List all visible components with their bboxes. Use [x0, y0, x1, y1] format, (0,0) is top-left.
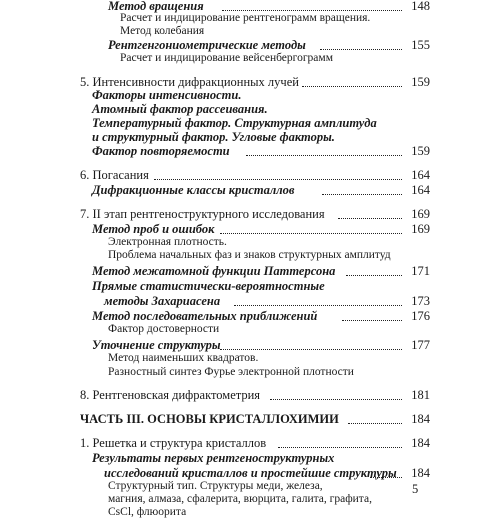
toc-entry-title[interactable]: Фактор повторяемости: [92, 144, 230, 158]
toc-subentry: Расчет и индицирование рентгенограмм вращения.: [120, 12, 371, 24]
toc-subsection: Температурный фактор. Структурная амплитуда: [92, 116, 377, 130]
dot-leader: [302, 86, 402, 87]
dot-leader: [270, 399, 402, 400]
toc-entry-title[interactable]: Метод межатомной функции Паттерсона: [92, 264, 336, 278]
dot-leader: [320, 49, 402, 50]
dot-leader: [222, 10, 402, 11]
toc-subentry: Метод колебания: [120, 25, 205, 37]
toc-page-number: 148: [411, 0, 430, 13]
toc-page-number: 181: [411, 388, 430, 402]
toc-page-number: 173: [411, 294, 430, 308]
dot-leader: [348, 423, 402, 424]
toc-subentry: Разностный синтез Фурье электронной плотности: [108, 366, 354, 378]
dot-leader: [346, 275, 402, 276]
toc-page-number: 171: [411, 264, 430, 278]
toc-page-number: 164: [411, 168, 430, 182]
toc-page-number: 164: [411, 183, 430, 197]
toc-subentry: Структурный тип. Структуры меди, железа,: [108, 480, 323, 492]
toc-entry-title[interactable]: методы Захариасена: [104, 294, 221, 308]
dot-leader: [234, 305, 402, 306]
dot-leader: [278, 447, 402, 448]
toc-entry-title[interactable]: Метод вращения: [108, 0, 204, 13]
toc-entry-title[interactable]: Рентгенгониометрические методы: [108, 38, 306, 52]
toc-subsection: Прямые статистически-вероятностные: [92, 279, 325, 293]
toc-subentry: CsCl, флюорита: [108, 506, 187, 518]
dot-leader: [370, 477, 402, 478]
toc-entry-title[interactable]: Метод проб и ошибок: [92, 222, 215, 236]
dot-leader: [246, 155, 402, 156]
toc-page-number: 159: [411, 144, 430, 158]
toc-page-number: 184: [411, 436, 430, 450]
dot-leader: [220, 349, 402, 350]
toc-page-number: 169: [411, 207, 430, 221]
toc-page-number: 184: [411, 412, 430, 426]
toc-part-heading[interactable]: ЧАСТЬ III. ОСНОВЫ КРИСТАЛЛОХИМИИ: [80, 412, 339, 426]
toc-entry-title[interactable]: 6. Погасания: [80, 168, 149, 182]
page-number: 5: [412, 482, 419, 496]
toc-entry-title[interactable]: исследований кристаллов и простейшие структуры: [104, 466, 397, 480]
dot-leader: [220, 233, 402, 234]
dot-leader: [154, 179, 402, 180]
toc-entry-title[interactable]: Метод последовательных приближений: [92, 309, 318, 323]
toc-subentry: Проблема начальных фаз и знаков структурных амплитуд: [108, 249, 391, 261]
dot-leader: [338, 218, 402, 219]
toc-page-number: 184: [411, 466, 430, 480]
toc-entry-title[interactable]: 1. Решетка и структура кристаллов: [80, 436, 267, 450]
toc-entry-title[interactable]: 7. II этап рентгеноструктурного исследования: [80, 207, 325, 221]
toc-subentry: Расчет и индицирование вейсенбергограмм: [120, 52, 333, 64]
toc-page-number: 155: [411, 38, 430, 52]
toc-subentry: Фактор достоверности: [108, 323, 220, 335]
toc-page-number: 169: [411, 222, 430, 236]
toc-page-number: 176: [411, 309, 430, 323]
dot-leader: [322, 194, 402, 195]
toc-subentry: магния, алмаза, сфалерита, вюрцита, галита, графита,: [108, 493, 372, 505]
toc-subsection: Факторы интенсивности.: [92, 88, 242, 102]
toc-subsection: Атомный фактор рассеивания.: [92, 102, 268, 116]
dot-leader: [342, 320, 402, 321]
toc-entry-title[interactable]: 5. Интенсивности дифракционных лучей: [80, 75, 299, 89]
toc-entry-title[interactable]: Дифракционные классы кристаллов: [92, 183, 295, 197]
toc-subsection: Результаты первых рентгеноструктурных: [92, 451, 335, 465]
toc-subentry: Метод наименьших квадратов.: [108, 352, 259, 364]
toc-subentry: Электронная плотность.: [108, 236, 227, 248]
toc-page-number: 177: [411, 338, 430, 352]
toc-entry-title[interactable]: 8. Рентгеновская дифрактометрия: [80, 388, 261, 402]
toc-page-number: 159: [411, 75, 430, 89]
toc-subsection: и структурный фактор. Угловые факторы.: [92, 130, 335, 144]
toc-entry-title[interactable]: Уточнение структуры: [92, 338, 221, 352]
